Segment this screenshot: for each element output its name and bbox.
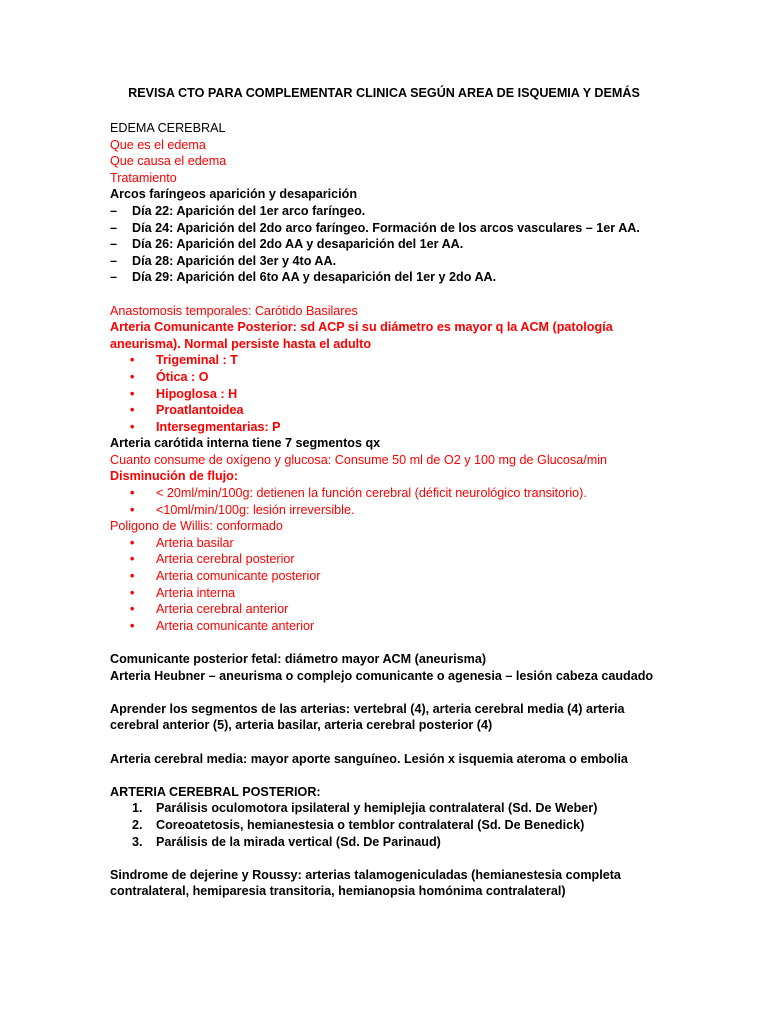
list-item: 3. Parálisis de la mirada vertical (Sd. De Parinaud) [132,834,441,849]
list-item: 1. Parálisis oculomotora ipsilateral y hemiplejia contralateral (Sd. De Weber) [132,801,598,816]
list-item: • < 20ml/min/100g: detienen la función cerebral (déficit neurológico transitorio). [130,486,587,501]
list-item: • Arteria interna [130,585,236,600]
bullet-icon: • [130,585,135,600]
list-item: • Intersegmentarias: P [130,419,281,434]
list-item: – Día 24: Aparición del 2do arco faríngeo. Formación de los arcos vasculares – 1er AA. [110,220,640,235]
bullet-icon: • [130,403,135,418]
dash-marker: – [110,253,118,268]
bullet-icon: • [130,618,135,633]
bullet-icon: • [130,569,135,584]
list-item: – Día 26: Aparición del 2do AA y desaparición del 1er AA. [110,237,464,252]
list-item: – Día 22: Aparición del 1er arco faríngeo. [110,203,366,218]
bullet-icon: • [130,602,135,617]
bullet-icon: • [130,486,135,501]
list-item: • Arteria comunicante anterior [130,618,315,633]
list-item: • Arteria basilar [130,535,234,550]
document-body [110,120,670,900]
list-item: • Trigeminal : T [130,353,238,368]
dejerine-line-2: contralateral, hemiparesia transitoria, hemianopsia homónima contralateral) [110,884,566,899]
dash-marker: – [110,203,118,218]
arcos-heading: Arcos faríngeos aparición y desaparición [110,187,358,202]
acp-heading: ARTERIA CEREBRAL POSTERIOR: [110,784,321,799]
dash-marker: – [110,237,118,252]
anastomosis-line: Anastomosis temporales: Carótido Basilares [110,303,358,318]
list-number: 2. [132,817,143,832]
segmentos-line-1: Aprender los segmentos de las arterias: vertebral (4), arteria cerebral media (4) arteria [110,701,625,716]
list-number: 3. [132,834,143,849]
heubner-line: Arteria Heubner – aneurisma o complejo comunicante o agenesia – lesión cabeza caudado [110,668,654,683]
bullet-icon: • [130,369,135,384]
acp-persist-line-1: Arteria Comunicante Posterior: sd ACP si su diámetro es mayor q la ACM (patología [110,320,613,335]
segmentos-line-2: cerebral anterior (5), arteria basilar, arteria cerebral posterior (4) [110,718,493,733]
acp-persist-line-2: aneurisma). Normal persiste hasta el adulto [110,336,372,351]
flujo-heading: Disminución de flujo: [110,469,239,484]
list-item: • Arteria comunicante posterior [130,569,321,584]
list-item: • Proatlantoidea [130,403,244,418]
carotida-line: Arteria carótida interna tiene 7 segmentos qx [110,436,381,451]
list-item: 2. Coreoatetosis, hemianestesia o temblor contralateral (Sd. De Benedick) [132,817,585,832]
list-item: • Arteria cerebral anterior [130,602,289,617]
willis-heading: Poligono de Willis: conformado [110,519,283,534]
edema-question-3: Tratamiento [110,170,177,185]
bullet-icon: • [130,353,135,368]
media-line: Arteria cerebral media: mayor aporte sanguíneo. Lesión x isquemia ateroma o embolia [110,751,628,766]
list-item: • Hipoglosa : H [130,386,238,401]
list-item: • Arteria cerebral posterior [130,552,295,567]
bullet-icon: • [130,552,135,567]
consumo-line: Cuanto consume de oxígeno y glucosa: Consume 50 ml de O2 y 100 mg de Glucosa/min [110,452,608,467]
fetal-line: Comunicante posterior fetal: diámetro mayor ACM (aneurisma) [110,652,487,666]
bullet-icon: • [130,386,135,401]
list-item: – Día 29: Aparición del 6to AA y desaparición del 1er y 2do AA. [110,270,497,285]
edema-question-2: Que causa el edema [110,154,227,169]
edema-question-1: Que es el edema [110,137,206,152]
dash-marker: – [110,220,118,235]
list-item: • <10ml/min/100g: lesión irreversible. [130,502,355,517]
dejerine-line-1: Sindrome de dejerine y Roussy: arterias talamogeniculadas (hemianestesia completa [110,867,621,882]
dash-marker: – [110,270,118,285]
list-item: • Ótica : O [130,369,209,384]
list-item: – Día 28: Aparición del 3er y 4to AA. [110,253,337,268]
page-title: REVISA CTO PARA COMPLEMENTAR CLINICA SEGÚN AREA DE ISQUEMIA Y DEMÁS [128,86,640,100]
bullet-icon: • [130,535,135,550]
bullet-icon: • [130,502,135,517]
list-number: 1. [132,801,143,816]
edema-heading: EDEMA CEREBRAL [110,121,226,135]
bullet-icon: • [130,419,135,434]
